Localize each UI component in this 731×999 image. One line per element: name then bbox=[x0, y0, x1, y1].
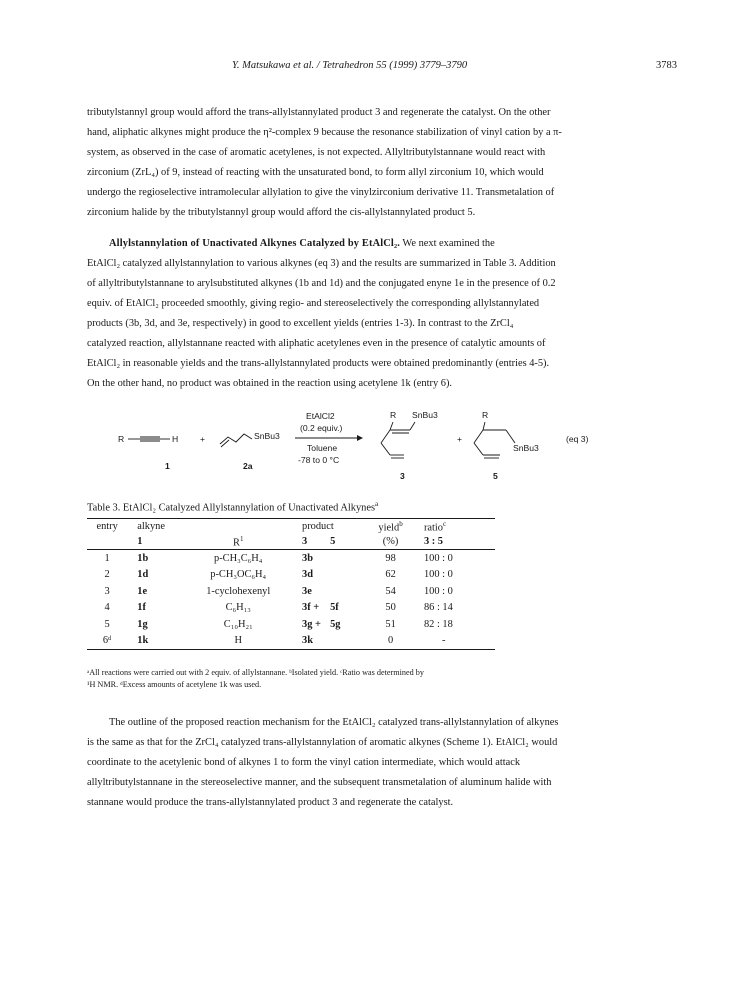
cell-alkyne: 1d bbox=[137, 569, 149, 581]
compound-number-2a: 2a bbox=[243, 461, 253, 471]
header-yield bbox=[367, 519, 414, 535]
cell-entry: 5 bbox=[104, 618, 110, 630]
product3-snbu3-label: SnBu3 bbox=[412, 410, 438, 420]
cell-product5 bbox=[330, 550, 367, 567]
header-yield-footnote-mark: b bbox=[399, 519, 403, 528]
cell-product5 bbox=[330, 583, 367, 600]
bond-line bbox=[410, 422, 415, 430]
table-subheader-row bbox=[87, 534, 495, 550]
bond-line bbox=[483, 422, 485, 430]
subheader-product3: 3 bbox=[292, 534, 330, 550]
table-row bbox=[87, 550, 495, 567]
cell-product3: 3k bbox=[292, 633, 330, 650]
bond-line bbox=[381, 443, 390, 455]
subheader-r-text: R bbox=[233, 537, 240, 549]
cell-ratio: - bbox=[414, 633, 495, 650]
product5-snbu3-label: SnBu3 bbox=[513, 443, 539, 453]
cell-r: 1-cyclohexenyl bbox=[206, 585, 271, 597]
running-head: Y. Matsukawa et al. / Tetrahedron 55 (1999) 3779–3790 bbox=[232, 60, 468, 71]
cell-entry: 6ᵈ bbox=[87, 633, 127, 650]
text-line: hand, aliphatic alkynes might produce the η²-complex 9 because the resonance stabilization of vinyl cation by a π- bbox=[87, 127, 562, 138]
cell-entry: 3 bbox=[104, 585, 110, 597]
subheader-yield: (%) bbox=[367, 534, 414, 550]
solvent-label: Toluene bbox=[307, 443, 338, 453]
cell-ratio: 86 : 14 bbox=[423, 602, 453, 614]
subheader-r-sup: 1 bbox=[239, 534, 244, 543]
table-row bbox=[87, 567, 495, 584]
bond-line bbox=[474, 430, 483, 443]
section-heading: Allylstannylation of Unactivated Alkynes Catalyzed by EtAlCl₂. bbox=[109, 238, 400, 249]
compound-number-1: 1 bbox=[165, 461, 170, 471]
cell-product3: 3g + bbox=[302, 618, 321, 630]
cell-yield: 0 bbox=[367, 633, 414, 650]
cell-product3: 3e bbox=[302, 585, 312, 597]
cell-yield: 62 bbox=[385, 569, 396, 581]
subheader-blank bbox=[87, 534, 127, 550]
text-line: The outline of the proposed reaction mechanism for the EtAlCl₂ catalyzed trans-allylstannylation of alkynes bbox=[109, 717, 559, 728]
section-allylstannylation bbox=[87, 234, 647, 394]
cell-ratio: 82 : 18 bbox=[423, 618, 453, 630]
cell-entry: 2 bbox=[104, 569, 110, 581]
allyl-chain bbox=[220, 434, 252, 444]
cell-ratio: 100 : 0 bbox=[423, 569, 453, 581]
subheader-r bbox=[184, 534, 292, 550]
text-line: zirconium (ZrL₄) of 9, instead of reacting with the unsaturated bond, to form allyl zirconium 10, which would bbox=[87, 167, 544, 178]
double-bond-line bbox=[221, 440, 229, 447]
table-footnotes bbox=[87, 667, 507, 691]
text-line: On the other hand, no product was obtained in the reaction using acetylene 1k (entry 6). bbox=[87, 378, 453, 389]
cell-r: p-CH₃OC₆H₄ bbox=[210, 569, 267, 581]
footnote-line: ᵃAll reactions were carried out with 2 equiv. of allylstannane. ᵇIsolated yield. ᶜRatio was determined by bbox=[87, 668, 424, 677]
header-ratio bbox=[414, 519, 495, 535]
subheader-alkyne: 1 bbox=[127, 534, 184, 550]
cell-product5: 5g bbox=[330, 618, 341, 630]
text-line: EtAlCl₂ catalyzed allylstannylation to various alkynes (eq 3) and the results are summarized in Table 3. Addition bbox=[87, 258, 556, 269]
compound-number-5: 5 bbox=[493, 471, 498, 481]
alkyne-h-label: H bbox=[172, 434, 179, 444]
text-line: of allyltributylstannane to arylsubstituted alkynes (1b and 1d) and the conjugated enyne 1e in the presence of 0.2 bbox=[87, 278, 556, 289]
allyl-snbu3-label: SnBu3 bbox=[254, 431, 280, 441]
text-line: is the same as that for the ZrCl₄ catalyzed trans-allylstannylation of aromatic alkynes (Scheme 1). EtAlCl₂ would bbox=[87, 737, 558, 748]
text-line: catalyzed reaction, allylstannane reacted with aliphatic acetylenes even in the presence of catalytic amounts of bbox=[87, 338, 546, 349]
product5-r-label: R bbox=[482, 410, 489, 420]
cell-product5 bbox=[330, 567, 367, 584]
compound-number-3: 3 bbox=[400, 471, 405, 481]
cell-r: C₁₀H₂₁ bbox=[223, 618, 253, 630]
cell-ratio: 100 : 0 bbox=[423, 585, 453, 597]
text-line: undergo the regioselective intramolecular allylation to give the vinylzirconium derivative 11. Transmetalation of bbox=[87, 187, 555, 198]
table-header-row bbox=[87, 519, 495, 535]
cell-product5 bbox=[330, 633, 367, 650]
paragraph-mechanism-zirconium bbox=[87, 103, 647, 223]
table-row bbox=[87, 633, 495, 650]
table-caption bbox=[87, 500, 378, 513]
cell-ratio: 100 : 0 bbox=[423, 552, 453, 564]
header-blank bbox=[184, 519, 292, 535]
cell-product3: 3b bbox=[302, 552, 313, 564]
cell-r: C₆H₁₃ bbox=[225, 602, 251, 614]
plus-sign: + bbox=[200, 434, 206, 444]
bond-line bbox=[506, 430, 515, 443]
equation-number: (eq 3) bbox=[566, 434, 589, 444]
cell-product3: 3f + bbox=[302, 602, 320, 614]
text-line: products (3b, 3d, and 3e, respectively) in good to excellent yields (entries 1-3). In contrast to the ZrCl₄ bbox=[87, 318, 514, 329]
cell-entry: 4 bbox=[104, 602, 110, 614]
text-line: We next examined the bbox=[402, 238, 495, 249]
bond-line bbox=[381, 430, 390, 443]
section-first-line bbox=[87, 234, 647, 254]
bond-line bbox=[474, 443, 483, 455]
cell-product5: 5f bbox=[330, 602, 339, 614]
subheader-product5: 5 bbox=[330, 534, 367, 550]
header-product: product bbox=[292, 519, 367, 535]
results-table bbox=[87, 518, 495, 650]
paragraph-mechanism-aluminum bbox=[87, 713, 647, 813]
temperature-label: -78 to 0 °C bbox=[298, 455, 340, 465]
text-line: system, as observed in the case of aromatic acetylenes, is not expected. Allyltributylstannane would react with bbox=[87, 147, 546, 158]
cell-entry: 1 bbox=[104, 552, 110, 564]
table-row bbox=[87, 616, 495, 633]
cell-yield: 54 bbox=[385, 585, 396, 597]
table-row bbox=[87, 600, 495, 617]
subheader-ratio: 3 : 5 bbox=[414, 534, 495, 550]
catalyst-amount-label: (0.2 equiv.) bbox=[300, 423, 343, 433]
alkyne-r-label: R bbox=[118, 434, 125, 444]
cell-r: H bbox=[184, 633, 292, 650]
cell-alkyne: 1f bbox=[137, 602, 146, 614]
arrow-head bbox=[357, 435, 363, 441]
plus-sign: + bbox=[457, 434, 463, 444]
header-alkyne: alkyne bbox=[127, 519, 184, 535]
bond-line bbox=[390, 422, 393, 430]
header-ratio-footnote-mark: c bbox=[443, 519, 447, 528]
text-line: zirconium halide by the tributylstannyl group would afford the cis-allylstannylated product 5. bbox=[87, 207, 476, 218]
cell-alkyne: 1k bbox=[127, 633, 184, 650]
header-ratio-text: ratio bbox=[423, 522, 443, 534]
text-line: EtAlCl₂ in reasonable yields and the trans-allylstannylated products were obtained predominantly (entries 4-5). bbox=[87, 358, 550, 369]
cell-yield: 50 bbox=[385, 602, 396, 614]
cell-yield: 98 bbox=[385, 552, 396, 564]
cell-alkyne: 1g bbox=[137, 618, 148, 630]
text-line: coordinate to the acetylenic bond of alkynes 1 to form the vinyl cation intermediate, which would attack bbox=[87, 757, 521, 768]
cell-product3: 3d bbox=[302, 569, 313, 581]
catalyst-label: EtAlCl2 bbox=[306, 411, 335, 421]
page-number: 3783 bbox=[656, 60, 677, 71]
text-line: tributylstannyl group would afford the trans-allylstannylated product 3 and regenerate the catalyst. On the other bbox=[87, 107, 551, 118]
header-yield-text: yield bbox=[378, 522, 400, 534]
text-line: stannane would produce the trans-allylstannylated product 3 and regenerate the catalyst. bbox=[87, 797, 454, 808]
text-line: equiv. of EtAlCl₂ proceeded smoothly, giving regio- and stereoselectively the corresponding allylstannylated bbox=[87, 298, 540, 309]
cell-alkyne: 1b bbox=[137, 552, 149, 564]
table-row bbox=[87, 583, 495, 600]
text-line: allyltributylstannane in the stereoselective manner, and the subsequent transmetalation of aluminum halide with bbox=[87, 777, 552, 788]
header-entry: entry bbox=[87, 519, 127, 535]
footnote-line: ¹H NMR. ᵈExcess amounts of acetylene 1k was used. bbox=[87, 680, 262, 689]
cell-alkyne: 1e bbox=[137, 585, 148, 597]
table-caption-text: Table 3. EtAlCl₂ Catalyzed Allylstannylation of Unactivated Alkynes bbox=[87, 502, 375, 514]
reaction-scheme-eq3 bbox=[110, 408, 630, 488]
table-caption-footnote-mark: a bbox=[375, 500, 379, 508]
cell-yield: 51 bbox=[385, 618, 396, 630]
product3-r-label: R bbox=[390, 410, 397, 420]
cell-r: p-CH₃C₆H₄ bbox=[214, 552, 263, 564]
